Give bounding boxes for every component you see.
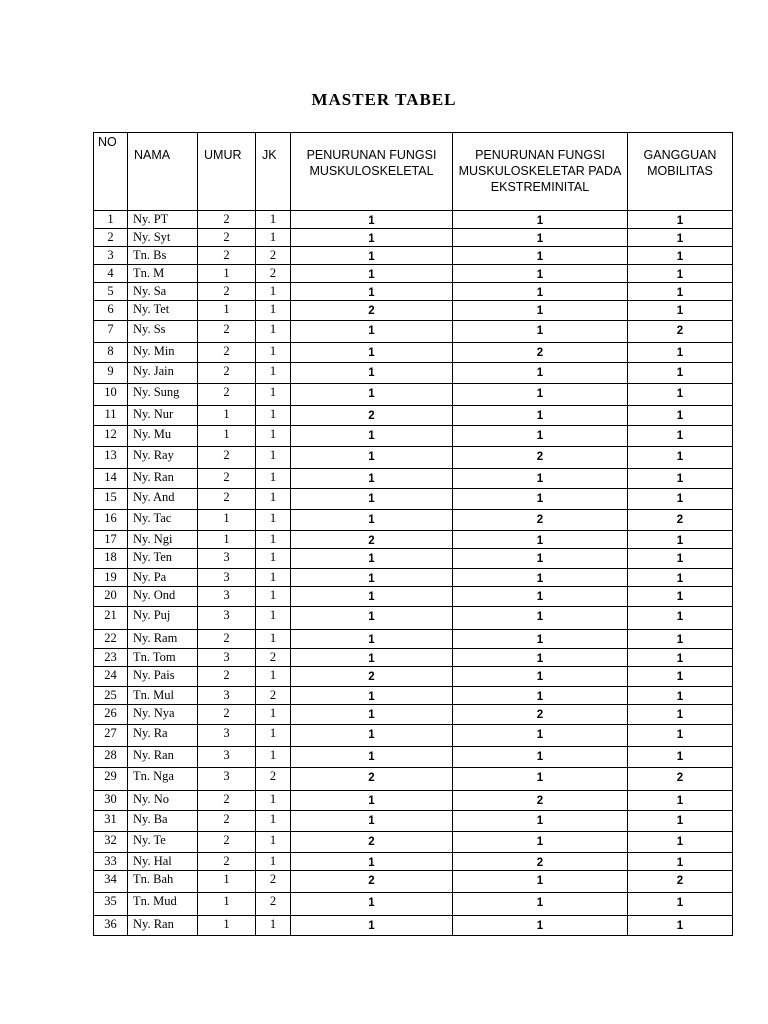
cell-fungsi-muskuloskeletal: 2 bbox=[291, 832, 453, 853]
cell-no: 3 bbox=[94, 247, 128, 265]
cell-fungsi-ekstreminital: 1 bbox=[453, 893, 628, 916]
cell-no: 16 bbox=[94, 510, 128, 531]
cell-fungsi-muskuloskeletal: 1 bbox=[291, 343, 453, 363]
cell-no: 34 bbox=[94, 871, 128, 893]
cell-no: 6 bbox=[94, 301, 128, 321]
cell-no: 35 bbox=[94, 893, 128, 916]
cell-nama: Ny. Tet bbox=[128, 301, 198, 321]
cell-fungsi-muskuloskeletal: 1 bbox=[291, 265, 453, 283]
cell-no: 8 bbox=[94, 343, 128, 363]
master-table bbox=[93, 132, 733, 936]
cell-jk: 1 bbox=[256, 384, 291, 406]
table-row bbox=[94, 893, 733, 916]
table-row bbox=[94, 811, 733, 832]
cell-fungsi-muskuloskeletal: 1 bbox=[291, 489, 453, 510]
cell-jk: 1 bbox=[256, 229, 291, 247]
cell-umur: 1 bbox=[198, 871, 256, 893]
cell-umur: 3 bbox=[198, 569, 256, 587]
cell-gangguan-mobilitas: 1 bbox=[628, 283, 733, 301]
cell-nama: Ny. Pais bbox=[128, 667, 198, 687]
cell-umur: 1 bbox=[198, 406, 256, 426]
table-row bbox=[94, 363, 733, 384]
cell-no: 13 bbox=[94, 447, 128, 469]
table-body bbox=[94, 211, 733, 936]
cell-nama: Ny. Jain bbox=[128, 363, 198, 384]
table-row bbox=[94, 871, 733, 893]
cell-fungsi-ekstreminital: 1 bbox=[453, 283, 628, 301]
cell-gangguan-mobilitas: 1 bbox=[628, 343, 733, 363]
cell-fungsi-ekstreminital: 1 bbox=[453, 265, 628, 283]
cell-fungsi-ekstreminital: 1 bbox=[453, 301, 628, 321]
cell-fungsi-muskuloskeletal: 1 bbox=[291, 687, 453, 705]
cell-gangguan-mobilitas: 1 bbox=[628, 667, 733, 687]
cell-jk: 1 bbox=[256, 811, 291, 832]
cell-fungsi-ekstreminital: 1 bbox=[453, 247, 628, 265]
table-row bbox=[94, 283, 733, 301]
cell-gangguan-mobilitas: 1 bbox=[628, 587, 733, 607]
cell-jk: 2 bbox=[256, 649, 291, 667]
cell-fungsi-muskuloskeletal: 1 bbox=[291, 747, 453, 768]
cell-no: 25 bbox=[94, 687, 128, 705]
cell-fungsi-muskuloskeletal: 1 bbox=[291, 363, 453, 384]
cell-gangguan-mobilitas: 1 bbox=[628, 531, 733, 549]
cell-jk: 1 bbox=[256, 630, 291, 649]
cell-gangguan-mobilitas: 2 bbox=[628, 321, 733, 343]
cell-fungsi-ekstreminital: 2 bbox=[453, 510, 628, 531]
cell-fungsi-muskuloskeletal: 2 bbox=[291, 768, 453, 791]
cell-gangguan-mobilitas: 1 bbox=[628, 853, 733, 871]
cell-fungsi-muskuloskeletal: 1 bbox=[291, 791, 453, 811]
table-row bbox=[94, 630, 733, 649]
cell-no: 11 bbox=[94, 406, 128, 426]
table-row bbox=[94, 667, 733, 687]
cell-jk: 1 bbox=[256, 426, 291, 447]
cell-umur: 2 bbox=[198, 705, 256, 725]
cell-no: 31 bbox=[94, 811, 128, 832]
cell-jk: 1 bbox=[256, 791, 291, 811]
cell-nama: Ny. Ra bbox=[128, 725, 198, 747]
cell-nama: Tn. M bbox=[128, 265, 198, 283]
cell-nama: Ny. Ten bbox=[128, 549, 198, 569]
cell-no: 5 bbox=[94, 283, 128, 301]
cell-gangguan-mobilitas: 1 bbox=[628, 747, 733, 768]
header-row bbox=[94, 133, 733, 211]
cell-nama: Ny. Nya bbox=[128, 705, 198, 725]
cell-fungsi-muskuloskeletal: 1 bbox=[291, 893, 453, 916]
cell-fungsi-muskuloskeletal: 1 bbox=[291, 725, 453, 747]
cell-no: 33 bbox=[94, 853, 128, 871]
cell-gangguan-mobilitas: 1 bbox=[628, 426, 733, 447]
cell-fungsi-muskuloskeletal: 1 bbox=[291, 587, 453, 607]
cell-gangguan-mobilitas: 1 bbox=[628, 301, 733, 321]
cell-nama: Ny. Ran bbox=[128, 747, 198, 768]
cell-gangguan-mobilitas: 1 bbox=[628, 916, 733, 936]
cell-umur: 2 bbox=[198, 853, 256, 871]
cell-fungsi-muskuloskeletal: 1 bbox=[291, 569, 453, 587]
table-row bbox=[94, 725, 733, 747]
table-row bbox=[94, 469, 733, 489]
cell-fungsi-muskuloskeletal: 1 bbox=[291, 321, 453, 343]
cell-fungsi-muskuloskeletal: 1 bbox=[291, 916, 453, 936]
cell-jk: 1 bbox=[256, 321, 291, 343]
cell-gangguan-mobilitas: 1 bbox=[628, 569, 733, 587]
cell-nama: Ny. Ss bbox=[128, 321, 198, 343]
cell-fungsi-ekstreminital: 1 bbox=[453, 321, 628, 343]
cell-fungsi-ekstreminital: 2 bbox=[453, 343, 628, 363]
cell-fungsi-ekstreminital: 1 bbox=[453, 406, 628, 426]
cell-fungsi-muskuloskeletal: 2 bbox=[291, 301, 453, 321]
cell-gangguan-mobilitas: 2 bbox=[628, 510, 733, 531]
table-row bbox=[94, 705, 733, 725]
cell-umur: 3 bbox=[198, 549, 256, 569]
cell-jk: 2 bbox=[256, 265, 291, 283]
cell-umur: 2 bbox=[198, 489, 256, 510]
cell-jk: 1 bbox=[256, 301, 291, 321]
cell-nama: Ny. And bbox=[128, 489, 198, 510]
cell-umur: 2 bbox=[198, 447, 256, 469]
cell-umur: 1 bbox=[198, 510, 256, 531]
cell-jk: 2 bbox=[256, 893, 291, 916]
table-row bbox=[94, 687, 733, 705]
cell-jk: 1 bbox=[256, 531, 291, 549]
cell-nama: Tn. Nga bbox=[128, 768, 198, 791]
cell-nama: Tn. Mul bbox=[128, 687, 198, 705]
cell-umur: 1 bbox=[198, 301, 256, 321]
cell-fungsi-ekstreminital: 1 bbox=[453, 426, 628, 447]
cell-umur: 1 bbox=[198, 426, 256, 447]
cell-fungsi-muskuloskeletal: 1 bbox=[291, 384, 453, 406]
cell-no: 2 bbox=[94, 229, 128, 247]
table-row bbox=[94, 510, 733, 531]
table-row bbox=[94, 301, 733, 321]
table-row bbox=[94, 768, 733, 791]
cell-no: 26 bbox=[94, 705, 128, 725]
cell-umur: 2 bbox=[198, 283, 256, 301]
cell-fungsi-muskuloskeletal: 1 bbox=[291, 447, 453, 469]
cell-no: 7 bbox=[94, 321, 128, 343]
cell-gangguan-mobilitas: 1 bbox=[628, 229, 733, 247]
cell-nama: Ny. Nur bbox=[128, 406, 198, 426]
cell-no: 4 bbox=[94, 265, 128, 283]
cell-fungsi-ekstreminital: 1 bbox=[453, 768, 628, 791]
header-penurunan-fungsi-ekstreminital: PENURUNAN FUNGSI MUSKULOSKELETAR PADA EKSTREMINITAL bbox=[453, 133, 628, 211]
cell-nama: Ny. Syt bbox=[128, 229, 198, 247]
cell-gangguan-mobilitas: 1 bbox=[628, 447, 733, 469]
cell-gangguan-mobilitas: 1 bbox=[628, 725, 733, 747]
cell-nama: Ny. Ba bbox=[128, 811, 198, 832]
cell-jk: 1 bbox=[256, 343, 291, 363]
cell-no: 19 bbox=[94, 569, 128, 587]
cell-nama: Ny. Te bbox=[128, 832, 198, 853]
cell-fungsi-muskuloskeletal: 1 bbox=[291, 811, 453, 832]
cell-umur: 2 bbox=[198, 469, 256, 489]
cell-no: 10 bbox=[94, 384, 128, 406]
cell-gangguan-mobilitas: 1 bbox=[628, 549, 733, 569]
cell-no: 18 bbox=[94, 549, 128, 569]
cell-fungsi-ekstreminital: 1 bbox=[453, 363, 628, 384]
cell-fungsi-muskuloskeletal: 2 bbox=[291, 531, 453, 549]
cell-fungsi-muskuloskeletal: 1 bbox=[291, 469, 453, 489]
cell-jk: 1 bbox=[256, 853, 291, 871]
cell-nama: Tn. Mud bbox=[128, 893, 198, 916]
cell-fungsi-ekstreminital: 1 bbox=[453, 549, 628, 569]
cell-no: 9 bbox=[94, 363, 128, 384]
cell-umur: 3 bbox=[198, 747, 256, 768]
cell-fungsi-muskuloskeletal: 1 bbox=[291, 607, 453, 630]
cell-nama: Ny. Mu bbox=[128, 426, 198, 447]
table-row bbox=[94, 384, 733, 406]
cell-nama: Ny. Puj bbox=[128, 607, 198, 630]
cell-umur: 2 bbox=[198, 343, 256, 363]
cell-no: 36 bbox=[94, 916, 128, 936]
cell-fungsi-muskuloskeletal: 2 bbox=[291, 406, 453, 426]
cell-fungsi-ekstreminital: 1 bbox=[453, 871, 628, 893]
table-row bbox=[94, 549, 733, 569]
cell-gangguan-mobilitas: 1 bbox=[628, 265, 733, 283]
cell-umur: 2 bbox=[198, 211, 256, 229]
cell-gangguan-mobilitas: 1 bbox=[628, 363, 733, 384]
cell-fungsi-ekstreminital: 1 bbox=[453, 649, 628, 667]
cell-umur: 3 bbox=[198, 649, 256, 667]
cell-fungsi-ekstreminital: 1 bbox=[453, 607, 628, 630]
cell-fungsi-muskuloskeletal: 1 bbox=[291, 649, 453, 667]
cell-fungsi-ekstreminital: 2 bbox=[453, 853, 628, 871]
cell-jk: 1 bbox=[256, 569, 291, 587]
cell-nama: Ny. Pa bbox=[128, 569, 198, 587]
cell-umur: 3 bbox=[198, 607, 256, 630]
cell-jk: 1 bbox=[256, 725, 291, 747]
cell-no: 20 bbox=[94, 587, 128, 607]
cell-gangguan-mobilitas: 1 bbox=[628, 649, 733, 667]
cell-jk: 1 bbox=[256, 211, 291, 229]
cell-no: 30 bbox=[94, 791, 128, 811]
table-row bbox=[94, 247, 733, 265]
cell-jk: 1 bbox=[256, 705, 291, 725]
cell-nama: Ny. Ran bbox=[128, 916, 198, 936]
cell-no: 12 bbox=[94, 426, 128, 447]
cell-jk: 2 bbox=[256, 247, 291, 265]
table-row bbox=[94, 747, 733, 768]
cell-umur: 1 bbox=[198, 531, 256, 549]
table-row bbox=[94, 447, 733, 469]
cell-fungsi-ekstreminital: 1 bbox=[453, 747, 628, 768]
cell-jk: 1 bbox=[256, 587, 291, 607]
table-row bbox=[94, 321, 733, 343]
cell-umur: 2 bbox=[198, 791, 256, 811]
cell-fungsi-ekstreminital: 1 bbox=[453, 469, 628, 489]
header-no: NO bbox=[94, 133, 128, 211]
table-row bbox=[94, 489, 733, 510]
cell-nama: Ny. Ray bbox=[128, 447, 198, 469]
cell-nama: Ny. Sung bbox=[128, 384, 198, 406]
header-nama: NAMA bbox=[128, 133, 198, 211]
cell-jk: 1 bbox=[256, 363, 291, 384]
cell-umur: 2 bbox=[198, 630, 256, 649]
cell-fungsi-ekstreminital: 1 bbox=[453, 211, 628, 229]
cell-umur: 2 bbox=[198, 667, 256, 687]
cell-fungsi-muskuloskeletal: 2 bbox=[291, 871, 453, 893]
cell-fungsi-ekstreminital: 1 bbox=[453, 667, 628, 687]
cell-fungsi-ekstreminital: 2 bbox=[453, 791, 628, 811]
cell-gangguan-mobilitas: 1 bbox=[628, 607, 733, 630]
table-row bbox=[94, 265, 733, 283]
cell-jk: 1 bbox=[256, 916, 291, 936]
cell-jk: 1 bbox=[256, 489, 291, 510]
cell-nama: Ny. PT bbox=[128, 211, 198, 229]
cell-gangguan-mobilitas: 2 bbox=[628, 768, 733, 791]
cell-jk: 1 bbox=[256, 406, 291, 426]
header-penurunan-fungsi-muskuloskeletal: PENURUNAN FUNGSI MUSKULOSKELETAL bbox=[291, 133, 453, 211]
cell-jk: 1 bbox=[256, 832, 291, 853]
cell-no: 32 bbox=[94, 832, 128, 853]
cell-fungsi-ekstreminital: 2 bbox=[453, 705, 628, 725]
cell-jk: 2 bbox=[256, 871, 291, 893]
cell-fungsi-ekstreminital: 1 bbox=[453, 916, 628, 936]
cell-fungsi-ekstreminital: 1 bbox=[453, 832, 628, 853]
cell-jk: 1 bbox=[256, 510, 291, 531]
cell-nama: Ny. Ran bbox=[128, 469, 198, 489]
header-jk: JK bbox=[256, 133, 291, 211]
cell-umur: 2 bbox=[198, 321, 256, 343]
header-umur: UMUR bbox=[198, 133, 256, 211]
cell-fungsi-ekstreminital: 1 bbox=[453, 587, 628, 607]
cell-fungsi-ekstreminital: 1 bbox=[453, 569, 628, 587]
cell-umur: 2 bbox=[198, 247, 256, 265]
cell-umur: 3 bbox=[198, 687, 256, 705]
cell-no: 14 bbox=[94, 469, 128, 489]
cell-jk: 1 bbox=[256, 607, 291, 630]
cell-gangguan-mobilitas: 1 bbox=[628, 893, 733, 916]
table-row bbox=[94, 343, 733, 363]
cell-gangguan-mobilitas: 1 bbox=[628, 247, 733, 265]
cell-umur: 3 bbox=[198, 725, 256, 747]
cell-fungsi-muskuloskeletal: 1 bbox=[291, 211, 453, 229]
cell-jk: 1 bbox=[256, 283, 291, 301]
cell-gangguan-mobilitas: 1 bbox=[628, 705, 733, 725]
table-row bbox=[94, 211, 733, 229]
cell-fungsi-muskuloskeletal: 1 bbox=[291, 247, 453, 265]
cell-no: 22 bbox=[94, 630, 128, 649]
cell-umur: 3 bbox=[198, 768, 256, 791]
cell-nama: Ny. Tac bbox=[128, 510, 198, 531]
cell-fungsi-ekstreminital: 1 bbox=[453, 811, 628, 832]
table-row bbox=[94, 832, 733, 853]
cell-nama: Tn. Tom bbox=[128, 649, 198, 667]
cell-nama: Ny. No bbox=[128, 791, 198, 811]
cell-fungsi-ekstreminital: 1 bbox=[453, 687, 628, 705]
cell-fungsi-muskuloskeletal: 1 bbox=[291, 283, 453, 301]
cell-nama: Ny. Ngi bbox=[128, 531, 198, 549]
cell-gangguan-mobilitas: 1 bbox=[628, 489, 733, 510]
cell-nama: Tn. Bs bbox=[128, 247, 198, 265]
cell-jk: 1 bbox=[256, 747, 291, 768]
cell-jk: 1 bbox=[256, 667, 291, 687]
cell-jk: 1 bbox=[256, 447, 291, 469]
table-row bbox=[94, 607, 733, 630]
cell-umur: 2 bbox=[198, 229, 256, 247]
cell-gangguan-mobilitas: 1 bbox=[628, 211, 733, 229]
cell-no: 15 bbox=[94, 489, 128, 510]
cell-fungsi-ekstreminital: 1 bbox=[453, 489, 628, 510]
cell-gangguan-mobilitas: 1 bbox=[628, 811, 733, 832]
cell-fungsi-muskuloskeletal: 1 bbox=[291, 853, 453, 871]
table-row bbox=[94, 916, 733, 936]
table-row bbox=[94, 791, 733, 811]
cell-gangguan-mobilitas: 1 bbox=[628, 791, 733, 811]
cell-umur: 2 bbox=[198, 384, 256, 406]
cell-umur: 1 bbox=[198, 265, 256, 283]
cell-gangguan-mobilitas: 1 bbox=[628, 384, 733, 406]
cell-jk: 1 bbox=[256, 469, 291, 489]
cell-fungsi-muskuloskeletal: 2 bbox=[291, 667, 453, 687]
cell-fungsi-ekstreminital: 1 bbox=[453, 725, 628, 747]
cell-no: 21 bbox=[94, 607, 128, 630]
cell-no: 28 bbox=[94, 747, 128, 768]
cell-nama: Ny. Sa bbox=[128, 283, 198, 301]
cell-fungsi-muskuloskeletal: 1 bbox=[291, 549, 453, 569]
header-gangguan-mobilitas: GANGGUAN MOBILITAS bbox=[628, 133, 733, 211]
table-row bbox=[94, 426, 733, 447]
page-title: MASTER TABEL bbox=[311, 90, 457, 109]
cell-nama: Tn. Bah bbox=[128, 871, 198, 893]
cell-gangguan-mobilitas: 1 bbox=[628, 469, 733, 489]
cell-fungsi-ekstreminital: 1 bbox=[453, 630, 628, 649]
cell-nama: Ny. Min bbox=[128, 343, 198, 363]
cell-no: 1 bbox=[94, 211, 128, 229]
cell-no: 23 bbox=[94, 649, 128, 667]
cell-umur: 2 bbox=[198, 832, 256, 853]
table-row bbox=[94, 587, 733, 607]
cell-fungsi-ekstreminital: 1 bbox=[453, 531, 628, 549]
table-row bbox=[94, 649, 733, 667]
cell-no: 29 bbox=[94, 768, 128, 791]
cell-fungsi-ekstreminital: 1 bbox=[453, 384, 628, 406]
table-row bbox=[94, 229, 733, 247]
cell-umur: 3 bbox=[198, 587, 256, 607]
table-row bbox=[94, 569, 733, 587]
cell-fungsi-muskuloskeletal: 1 bbox=[291, 426, 453, 447]
table-row bbox=[94, 531, 733, 549]
cell-gangguan-mobilitas: 1 bbox=[628, 630, 733, 649]
cell-fungsi-ekstreminital: 2 bbox=[453, 447, 628, 469]
cell-fungsi-muskuloskeletal: 1 bbox=[291, 510, 453, 531]
cell-no: 24 bbox=[94, 667, 128, 687]
cell-jk: 2 bbox=[256, 687, 291, 705]
cell-nama: Ny. Ram bbox=[128, 630, 198, 649]
cell-gangguan-mobilitas: 2 bbox=[628, 871, 733, 893]
cell-gangguan-mobilitas: 1 bbox=[628, 687, 733, 705]
cell-fungsi-muskuloskeletal: 1 bbox=[291, 630, 453, 649]
cell-no: 17 bbox=[94, 531, 128, 549]
cell-no: 27 bbox=[94, 725, 128, 747]
table-row bbox=[94, 853, 733, 871]
cell-jk: 2 bbox=[256, 768, 291, 791]
cell-nama: Ny. Hal bbox=[128, 853, 198, 871]
cell-gangguan-mobilitas: 1 bbox=[628, 406, 733, 426]
cell-fungsi-ekstreminital: 1 bbox=[453, 229, 628, 247]
cell-jk: 1 bbox=[256, 549, 291, 569]
cell-fungsi-muskuloskeletal: 1 bbox=[291, 705, 453, 725]
cell-nama: Ny. Ond bbox=[128, 587, 198, 607]
table-row bbox=[94, 406, 733, 426]
cell-umur: 2 bbox=[198, 811, 256, 832]
cell-umur: 2 bbox=[198, 363, 256, 384]
cell-umur: 1 bbox=[198, 916, 256, 936]
cell-umur: 1 bbox=[198, 893, 256, 916]
cell-fungsi-muskuloskeletal: 1 bbox=[291, 229, 453, 247]
cell-gangguan-mobilitas: 1 bbox=[628, 832, 733, 853]
